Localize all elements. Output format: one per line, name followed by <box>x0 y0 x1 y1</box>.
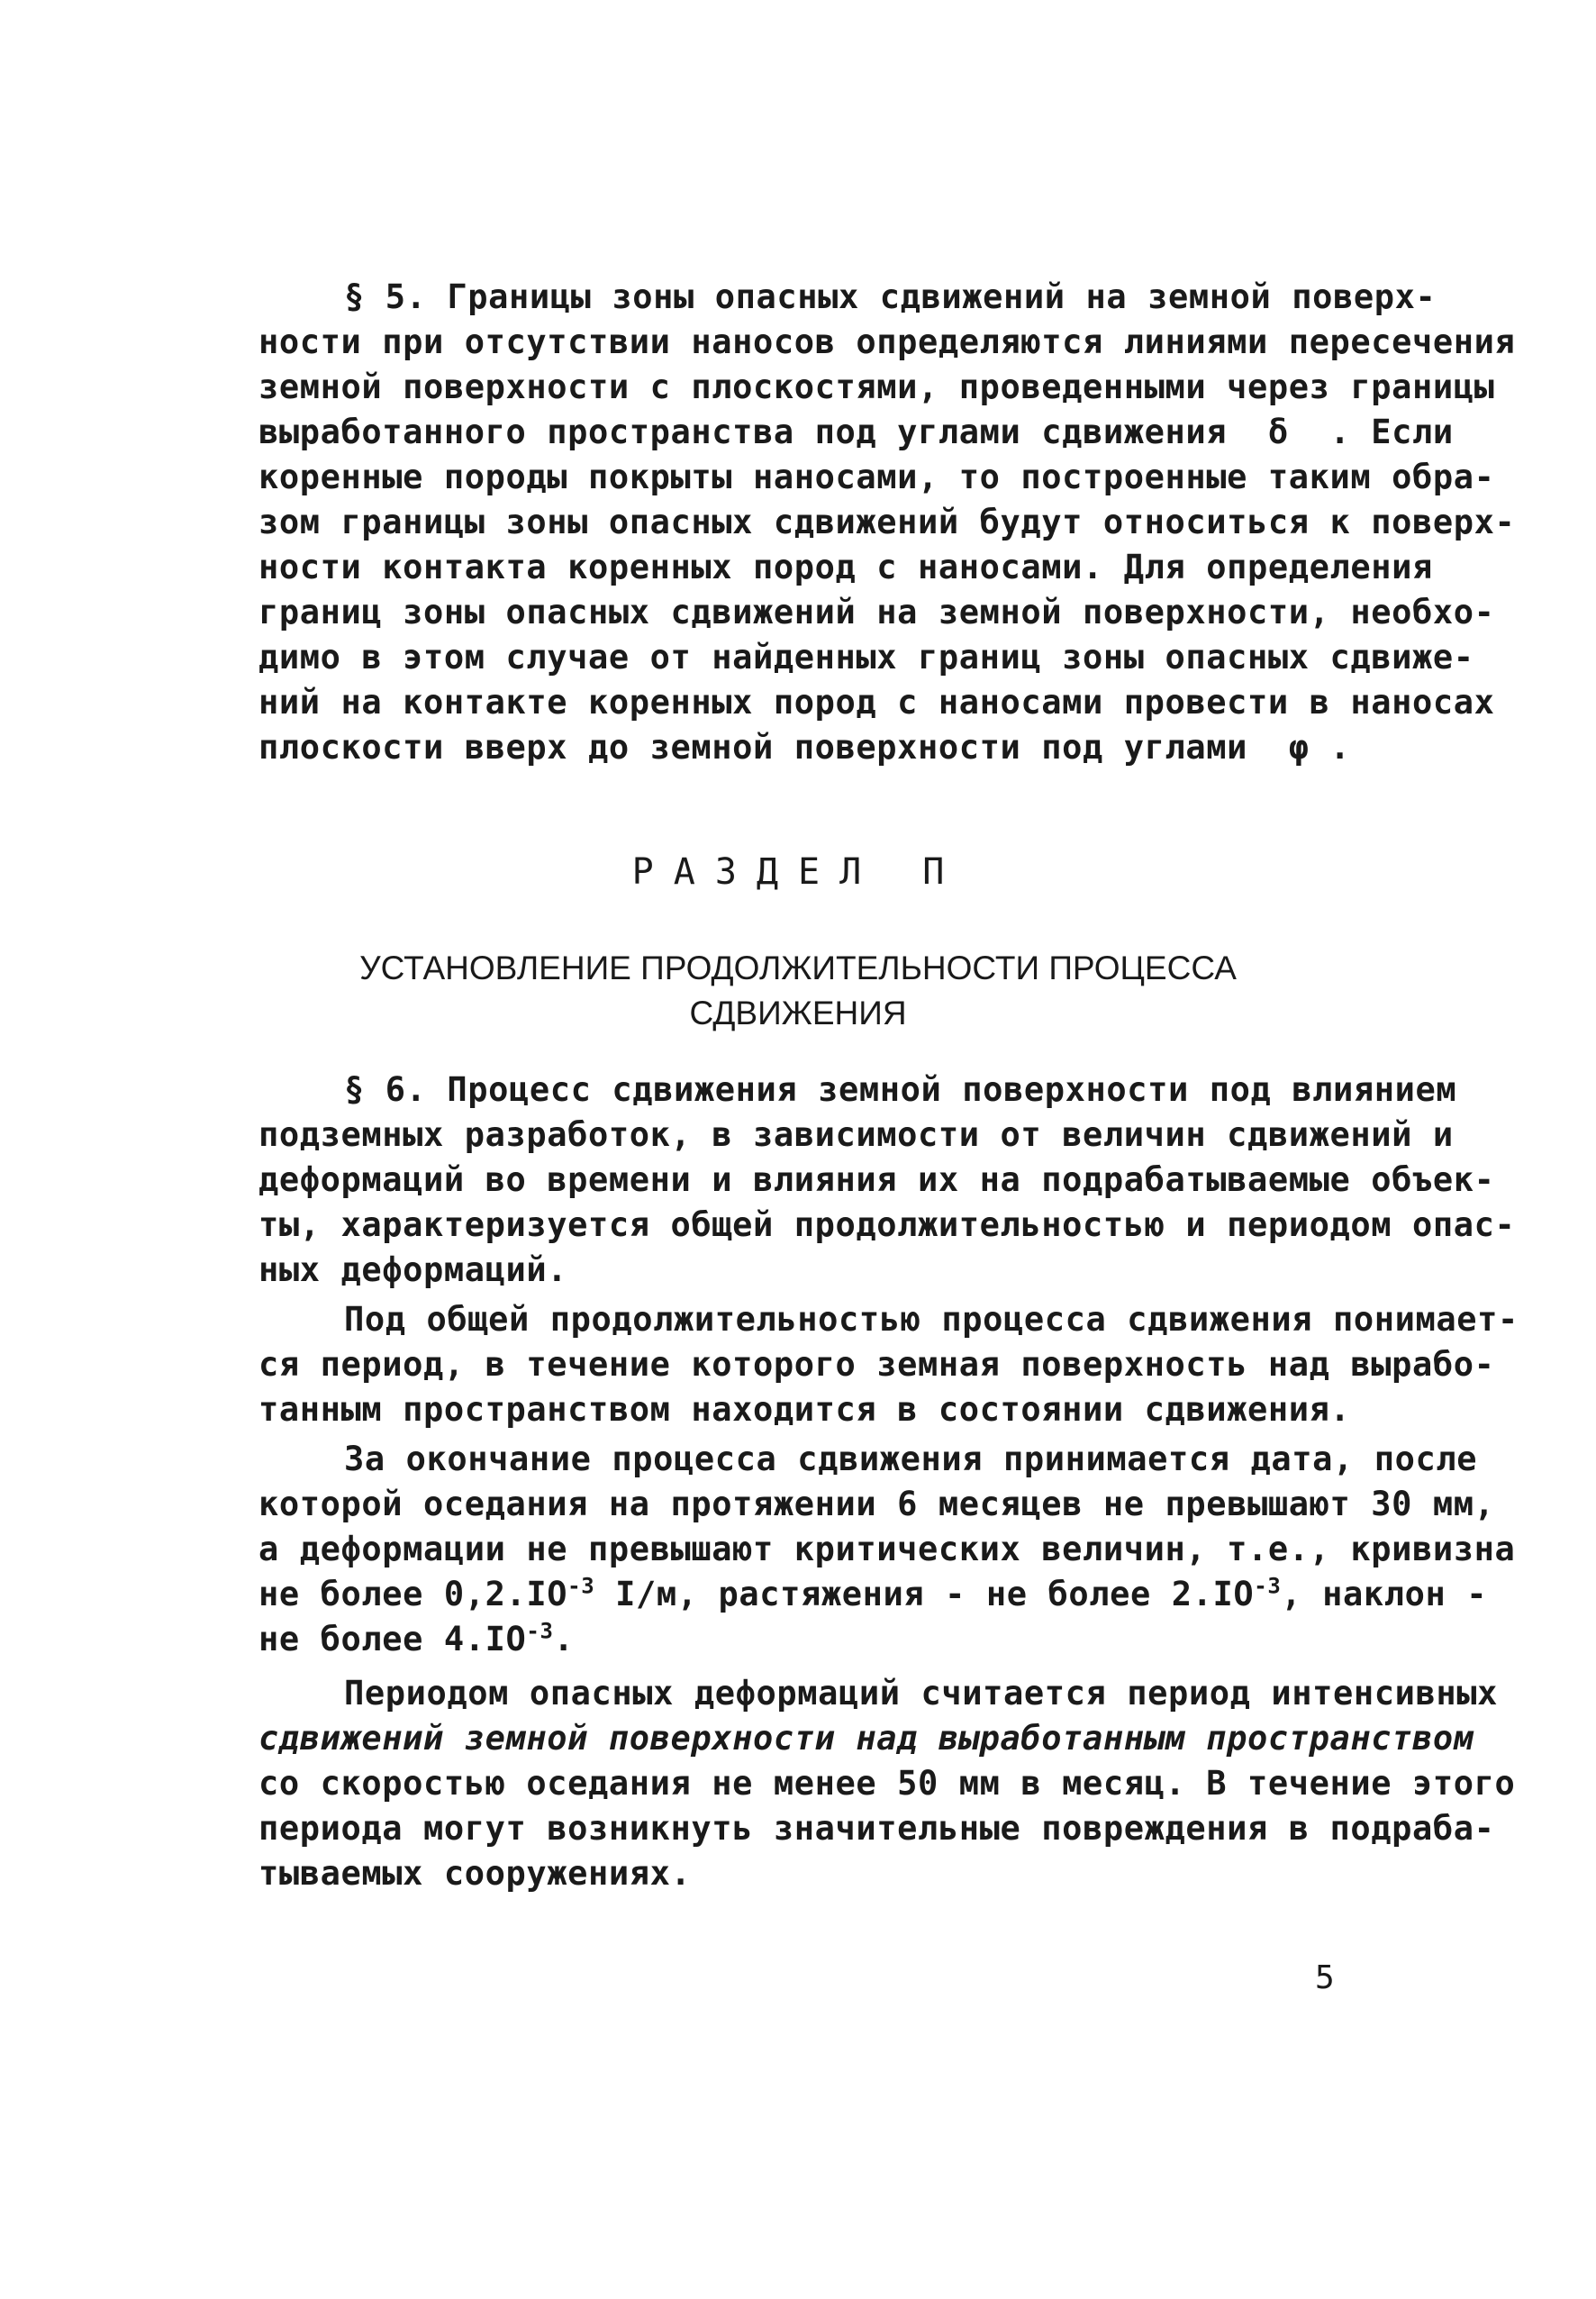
para6-line: деформаций во времени и влияния их на подрабатываемые объек- <box>258 1160 1495 1199</box>
para9-line: периода могут возникнуть значительные повреждения в подраба- <box>258 1809 1495 1848</box>
para5-line: ности при отсутствии наносов определяются линиями пересечения <box>258 323 1516 361</box>
exponent: -3 <box>1254 1573 1282 1599</box>
para8-line: а деформации не превышают критических величин, т.е., кривизна <box>258 1530 1516 1568</box>
para5-line: коренные породы покрыты наносами, то построенные таким обра- <box>258 458 1495 496</box>
section-title: РАЗДЕЛ П <box>631 851 965 893</box>
page-number: 5 <box>1315 1959 1335 1996</box>
para7-line: ся период, в течение которого земная поверхность над вырабо- <box>258 1345 1495 1384</box>
para6-line: ных деформаций. <box>258 1250 568 1289</box>
para6-line: § 6. Процесс сдвижения земной поверхности под влиянием <box>344 1070 1457 1109</box>
para9-line: со скоростью оседания не менее 50 мм в месяц. В течение этого <box>258 1764 1516 1803</box>
para9-line: сдвижений земной поверхности над выработанным пространством <box>258 1719 1474 1758</box>
para6-line: ты, характеризуется общей продолжительностью и периодом опас- <box>258 1205 1516 1244</box>
para5-line: ности контакта коренных пород с наносами. Для определения <box>258 548 1433 586</box>
para5-line: выработанного пространства под углами сдвижения δ . Если <box>258 413 1454 451</box>
para8-line: которой оседания на протяжении 6 месяцев не превышают 30 мм, <box>258 1485 1495 1523</box>
exponent: -3 <box>567 1573 595 1599</box>
para8-line-with-exponents <box>258 1572 1488 1617</box>
para9-line: тываемых сооружениях. <box>258 1854 692 1893</box>
text: не более 4.IO <box>258 1620 527 1658</box>
para8-line-with-exponent <box>258 1617 1393 1662</box>
para5-line: димо в этом случае от найденных границ зоны опасных сдвиже- <box>258 638 1474 677</box>
text: не более 0,2.IO <box>258 1575 568 1613</box>
para5-line: § 5. Границы зоны опасных сдвижений на земной поверх- <box>344 277 1437 316</box>
text: , наклон - <box>1281 1575 1488 1613</box>
section-heading-line1: УСТАНОВЛЕНИЕ ПРОДОЛЖИТЕЛЬНОСТИ ПРОЦЕССА <box>359 950 1237 986</box>
para5-line: земной поверхности с плоскостями, проведенными через границы <box>258 368 1495 406</box>
para7-line: Под общей продолжительностью процесса сдвижения понимает- <box>344 1300 1519 1339</box>
section-heading-line2: СДВИЖЕНИЯ <box>689 995 907 1031</box>
para5-line: плоскости вверх до земной поверхности под углами φ . <box>258 728 1351 767</box>
para6-line: подземных разработок, в зависимости от величин сдвижений и <box>258 1115 1454 1154</box>
para7-line: танным пространством находится в состоянии сдвижения. <box>258 1390 1351 1429</box>
para5-line: границ зоны опасных сдвижений на земной поверхности, необхо- <box>258 593 1495 632</box>
text: I/м, растяжения - не более 2.IO <box>594 1575 1255 1613</box>
para5-line: зом границы зоны опасных сдвижений будут относиться к поверх- <box>258 503 1516 541</box>
para5-line: ний на контакте коренных пород с наносами провести в наносах <box>258 683 1495 722</box>
exponent: -3 <box>526 1618 554 1644</box>
para9-line: Периодом опасных деформаций считается период интенсивных <box>344 1674 1499 1713</box>
text: . <box>553 1620 575 1658</box>
para8-line: За окончание процесса сдвижения принимается дата, после <box>344 1440 1478 1478</box>
